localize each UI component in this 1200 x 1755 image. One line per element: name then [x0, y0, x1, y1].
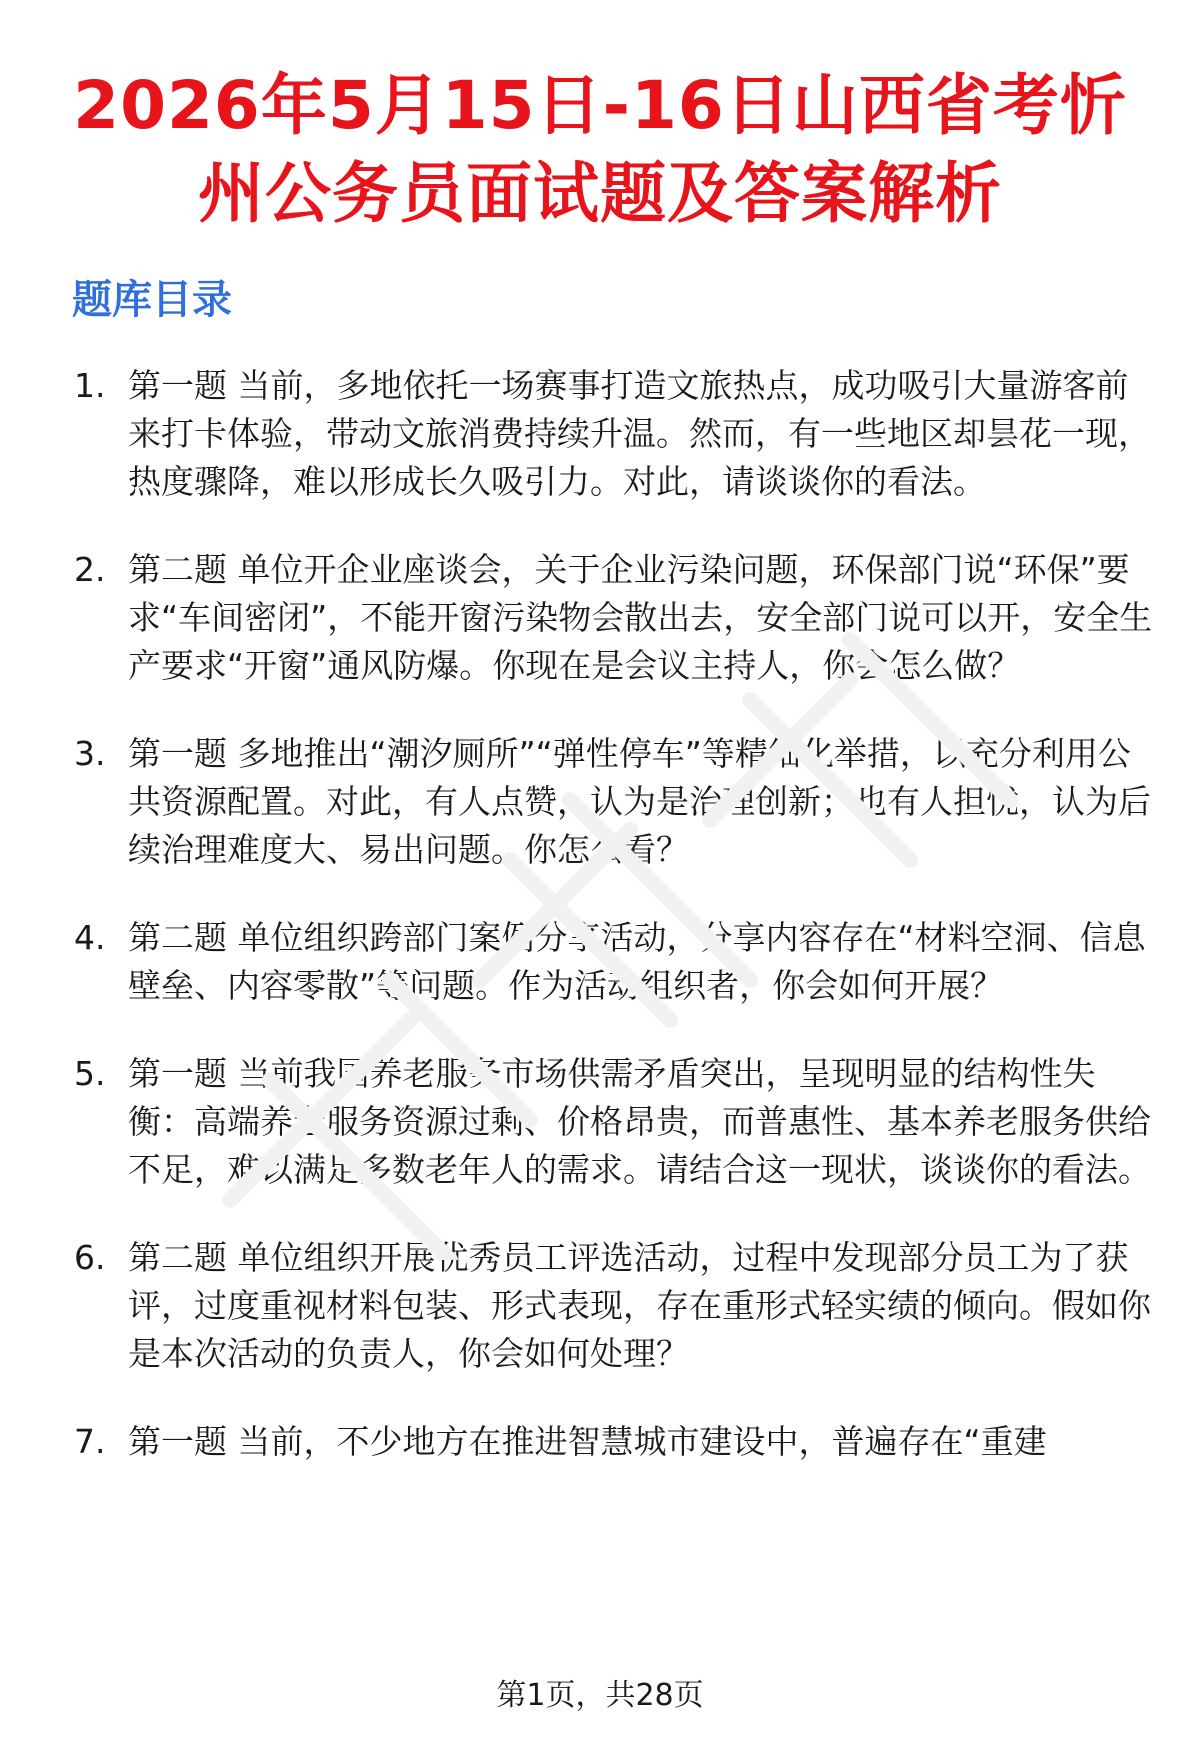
list-item	[0, 362, 1200, 506]
item-number: 1.	[74, 366, 106, 405]
item-text: 第一题 多地推出“潮汐厕所”“弹性停车”等精细化举措，以充分利用公共资源配置。对此，有人点赞，认为是治理创新；也有人担忧，认为后续治理难度大、易出问题。你怎么看？	[128, 734, 1151, 869]
item-number: 6.	[74, 1238, 106, 1277]
list-item	[0, 1418, 1200, 1466]
list-item	[0, 1234, 1200, 1378]
list-item	[0, 1050, 1200, 1194]
item-number: 3.	[74, 734, 106, 773]
question-list	[0, 362, 1200, 1632]
item-text: 第一题 当前我国养老服务市场供需矛盾突出，呈现明显的结构性失衡：高端养老服务资源过剩、价格昂贵，而普惠性、基本养老服务供给不足，难以满足多数老年人的需求。请结合这一现状，谈谈你的看法。	[128, 1054, 1151, 1189]
item-text: 第一题 当前，多地依托一场赛事打造文旅热点，成功吸引大量游客前来打卡体验，带动文旅消费持续升温。然而，有一些地区却昙花一现，热度骤降，难以形成长久吸引力。对此，请谈谈你的看法。	[128, 366, 1151, 501]
document-title	[60, 62, 1140, 238]
toc-heading: 题库目录	[72, 277, 232, 323]
item-number: 7.	[74, 1422, 106, 1461]
item-text: 第二题 单位组织开展优秀员工评选活动，过程中发现部分员工为了获评，过度重视材料包装、形式表现，存在重形式轻实绩的倾向。假如你是本次活动的负责人，你会如何处理？	[128, 1238, 1151, 1373]
page-footer: 第1页，共28页	[496, 1678, 704, 1713]
item-number: 2.	[74, 550, 106, 589]
list-item	[0, 730, 1200, 874]
item-number: 5.	[74, 1054, 106, 1093]
list-item	[0, 914, 1200, 1010]
list-item	[0, 546, 1200, 690]
item-text: 第二题 单位开企业座谈会，关于企业污染问题，环保部门说“环保”要求“车间密闭”，不能开窗污染物会散出去，安全部门说可以开，安全生产要求“开窗”通风防爆。你现在是会议主持人，你会怎么做？	[128, 550, 1153, 685]
item-text: 第二题 单位组织跨部门案例分享活动，分享内容存在“材料空洞、信息壁垒、内容零散”等问题。作为活动组织者，你会如何开展？	[128, 918, 1146, 1005]
document-title-line-1: 2026年5月15日-16日山西省考忻	[73, 67, 1127, 144]
item-number: 4.	[74, 918, 106, 957]
item-text: 第一题 当前，不少地方在推进智慧城市建设中，普遍存在“重建	[128, 1422, 1047, 1461]
document-title-line-2: 州公务员面试题及答案解析	[198, 155, 1002, 232]
